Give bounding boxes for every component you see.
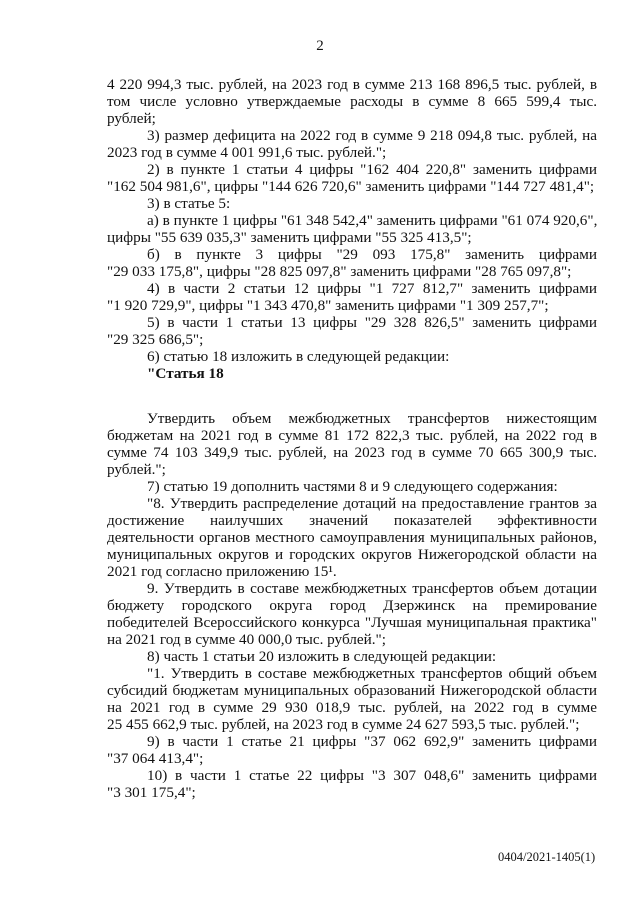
text-line: 9) в части 1 статье 21 цифры "37 062 692,9" заменить цифрами [147,733,597,750]
text-line: б) в пункте 3 цифры "29 093 175,8" заменить цифрами [147,246,597,263]
text-line: "1. Утвердить в составе межбюджетных трансфертов общий объем [147,665,597,682]
text-line: победителей Всероссийского конкурса "Лучшая муниципальная практика" [107,614,597,631]
text-line: Утвердить объем межбюджетных трансфертов нижестоящим [147,410,597,427]
text-line: 8) часть 1 статьи 20 изложить в следующей редакции: [147,648,497,665]
text-line: 4 220 994,3 тыс. рублей, на 2023 год в сумме 213 168 896,5 тыс. рублей, в [107,76,597,93]
text-line: цифры "55 639 035,3" заменить цифрами "55 325 413,5"; [107,229,472,246]
text-line: рублей."; [107,461,166,478]
text-line: 7) статью 19 дополнить частями 8 и 9 следующего содержания: [147,478,558,495]
text-line: 2023 год в сумме 4 001 991,6 тыс. рублей."; [107,144,387,161]
text-line: на 2021 год в сумме 40 000,0 тыс. рублей."; [107,631,386,648]
text-line: деятельности органов местного самоуправления муниципальных районов, [107,529,597,546]
text-line: 9. Утвердить в составе межбюджетных трансфертов объем дотации [147,580,597,597]
text-line: "1 920 729,9", цифры "1 343 470,8" заменить цифрами "1 309 257,7"; [107,297,549,314]
page-number: 2 [316,38,324,54]
text-line: бюджетам на 2021 год в сумме 81 172 822,3 тыс. рублей, на 2022 год в [107,427,597,444]
text-line: 2) в пункте 1 статьи 4 цифры "162 404 220,8" заменить цифрами [147,161,597,178]
text-line: "29 325 686,5"; [107,331,204,348]
text-line: сумме 74 103 349,9 тыс. рублей, на 2023 год в сумме 70 665 300,9 тыс. [107,444,597,461]
text-line: на 2021 год в сумме 29 930 018,9 тыс. рублей, на 2022 год в сумме [107,699,597,716]
text-line: а) в пункте 1 цифры "61 348 542,4" заменить цифрами "61 074 920,6", [147,212,598,229]
text-line: 6) статью 18 изложить в следующей редакции: [147,348,450,365]
text-line: бюджету городского округа город Дзержинск на премирование [107,597,597,614]
text-line: субсидий бюджетам муниципальных образований Нижегородской области [107,682,597,699]
text-line: том числе условно утверждаемые расходы в сумме 8 665 599,4 тыс. [107,93,597,110]
text-line: "162 504 981,6", цифры "144 626 720,6" заменить цифрами "144 727 481,4"; [107,178,595,195]
footer-code: 0404/2021-1405(1) [498,850,596,864]
text-line: "37 064 413,4"; [107,750,204,767]
text-line: 4) в части 2 статьи 12 цифры "1 727 812,7" заменить цифрами [147,280,597,297]
text-line: 2021 год согласно приложению 15¹. [107,563,337,580]
text-line: "Статья 18 [147,365,224,382]
text-line: 3) в статье 5: [147,195,231,212]
text-line: рублей; [107,110,156,127]
text-line: "29 033 175,8", цифры "28 825 097,8" заменить цифрами "28 765 097,8"; [107,263,572,280]
text-line: 10) в части 1 статье 22 цифры "3 307 048,6" заменить цифрами [147,767,597,784]
text-line: достижение наилучших значений показателей эффективности [107,512,597,529]
text-line: муниципальных округов и городских округов Нижегородской области на [107,546,597,563]
text-line: 5) в части 1 статьи 13 цифры "29 328 826,5" заменить цифрами [147,314,597,331]
text-line: "3 301 175,4"; [107,784,196,801]
text-line: 25 455 662,9 тыс. рублей, на 2023 год в сумме 24 627 593,5 тыс. рублей."; [107,716,580,733]
text-line: "8. Утвердить распределение дотаций на предоставление грантов за [147,495,597,512]
text-line: 3) размер дефицита на 2022 год в сумме 9 218 094,8 тыс. рублей, на [147,127,597,144]
